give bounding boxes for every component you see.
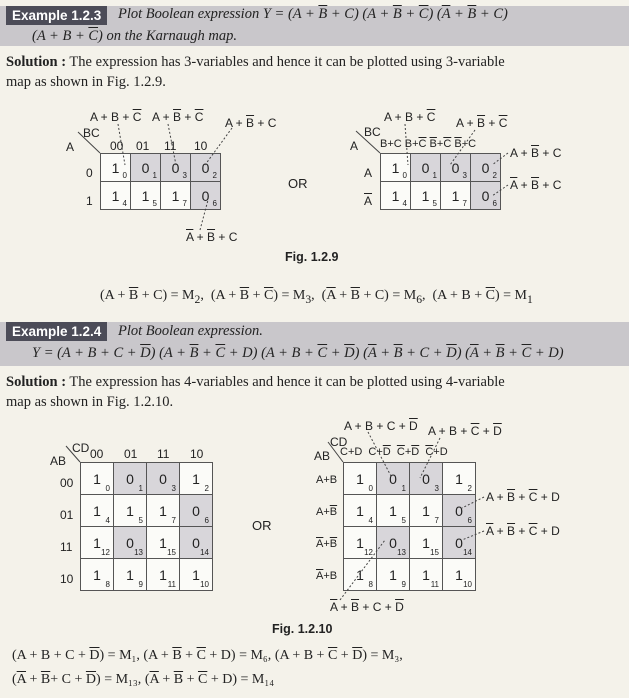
- map-label-cd: CD: [72, 441, 90, 455]
- kmap-cell: 0 14: [180, 527, 213, 559]
- or-separator: OR: [252, 518, 272, 533]
- kmap-cell: 1 15: [410, 527, 443, 559]
- kmap-cell: 1 7: [410, 495, 443, 527]
- kmap-cell: 0 14: [443, 527, 476, 559]
- map-label-a: A: [66, 140, 75, 154]
- term-label: $A + \overline{B} + C$: [510, 146, 562, 160]
- kmap-cell: 0 6: [180, 495, 213, 527]
- kmap-cell: 0 3: [147, 463, 180, 495]
- kmap-cell: 1 10: [180, 559, 213, 591]
- row-head: 1: [86, 194, 93, 208]
- map-label-ab: AB: [314, 449, 331, 463]
- kmap-cell: 1 0: [81, 463, 114, 495]
- col-head: 11: [157, 447, 170, 461]
- example-statement-line2: $(A + B + \overline{C})$ on the Karnaugh map.: [32, 28, 237, 44]
- kmap-cell: 0 2: [471, 154, 501, 182]
- kmap-cell: 1 12: [344, 527, 377, 559]
- kmap-cell: 1 11: [147, 559, 180, 591]
- solution-text: Solution : The expression has 3-variables and hence it can be plotted using 3-variable: [6, 54, 505, 70]
- result-line: $(A + B + C + \overline{D}) = M_1$, $(A + \overline{B} + \overline{C} + D) = M_6$, $(A + B + \overline{C} + \overline{D}) = M_3$,: [12, 648, 403, 663]
- kmap-cell: 1 2: [180, 463, 213, 495]
- kmap-cell: 0 3: [441, 154, 471, 182]
- kmap-cell: 0 3: [161, 154, 191, 182]
- example-statement-line2: $Y = (A + B + C + \overline{D})$ $(A + \overline{B} + \overline{C} + D)$ $(A + B + \overline{C} + \overline{D})$ $(\overline{A} + \overline{B} + C + \overline{D}) (\overline{A} + \overline{B} + \overline{C} + D)$: [32, 345, 564, 361]
- term-label: $\overline{A} + \overline{B} + C$: [510, 178, 562, 192]
- kmap-cell: 1 5: [131, 182, 161, 210]
- col-head: 10: [190, 447, 204, 461]
- solution-heading: Solution :: [6, 374, 67, 390]
- map-label-bc: BC: [83, 126, 100, 140]
- term-label: $A + \overline{B} + \overline{C}$: [456, 116, 508, 130]
- kmap-cell: 1 9: [377, 559, 410, 591]
- kmap-cell: 0 1: [377, 463, 410, 495]
- row-head: $\overline{A}$: [364, 194, 373, 208]
- kmap-cell: 0 6: [443, 495, 476, 527]
- kmap-cell: 1 4: [381, 182, 411, 210]
- map-label-bc: BC: [364, 125, 381, 139]
- kmap-cell: 1 7: [147, 495, 180, 527]
- figure-caption: Fig. 1.2.10: [272, 622, 333, 636]
- term-label: $A + B + \overline{C}$: [90, 110, 142, 124]
- term-label: $A + \overline{B} + \overline{C}$: [152, 110, 204, 124]
- col-head: B+C $B+\overline{C}$ $\overline{B}+\overline{C}$ $\overline{B}+C$: [380, 138, 477, 150]
- kmap-cell: 1 7: [441, 182, 471, 210]
- col-head: 01: [124, 447, 138, 461]
- map-label-cd: CD: [330, 435, 348, 449]
- solution-text: Solution : The expression has 4-variables and hence it can be plotted using 4-variable: [6, 374, 505, 390]
- term-label: $A + \overline{B} + C$: [225, 116, 277, 130]
- row-head: 0: [86, 166, 93, 180]
- kmap-cell: 1 5: [114, 495, 147, 527]
- col-head: C+D $C+\overline{D}$ $\overline{C}+\overline{D}$ $\overline{C}+D$: [340, 446, 448, 458]
- result-line-2: $(\overline{A} + \overline{B}+ C + \overline{D}) = M_{13}$, $(\overline{A} + \overline{B} + \overline{C} + D) = M_{14}$: [12, 672, 275, 687]
- kmap-cell: 1 8: [81, 559, 114, 591]
- solution-text-line2: map as shown in Fig. 1.2.9.: [6, 74, 166, 90]
- kmap-cell: 0 13: [114, 527, 147, 559]
- kmap-cell: 0 13: [377, 527, 410, 559]
- row-head: $\overline{A}+\overline{B}$: [316, 538, 338, 550]
- row-head: 00: [60, 476, 74, 490]
- term-label: $\overline{A} + \overline{B} + C + \overline{D}$: [330, 600, 404, 614]
- kmap-cell: 0 6: [191, 182, 221, 210]
- term-label: $A + B + \overline{C}$: [384, 110, 436, 124]
- kmap-cell: 0 6: [471, 182, 501, 210]
- kmap-cell: 1 5: [377, 495, 410, 527]
- term-label: $A + \overline{B} + \overline{C} + D$: [486, 490, 560, 504]
- or-separator: OR: [288, 176, 308, 191]
- kmap-cell: 1 9: [114, 559, 147, 591]
- map-label-a: A: [350, 139, 359, 153]
- term-label: $\overline{A} + \overline{B} + \overline{C} + D$: [486, 524, 560, 538]
- term-label: $A + B + C + \overline{D}$: [344, 419, 418, 433]
- kmap-cell: 1 4: [344, 495, 377, 527]
- kmap-cell: 1 0: [101, 154, 131, 182]
- kmap-cell: 1 4: [81, 495, 114, 527]
- kmap-cell: 0 3: [410, 463, 443, 495]
- kmap-cell: 1 0: [344, 463, 377, 495]
- row-head: $A+\overline{B}$: [316, 506, 338, 518]
- col-head: 01: [136, 139, 150, 153]
- example-statement: Plot Boolean expression.: [118, 323, 263, 339]
- kmap-cell: 0 1: [131, 154, 161, 182]
- kmap-cell: 1 5: [411, 182, 441, 210]
- kmap-cell: 0 1: [411, 154, 441, 182]
- result-line: $(A + \overline{B} + C) = M_2$, $(A + \overline{B} + \overline{C}) = M_3$, $(\overline{A} + \overline{B} + C) = M_6$, $(A + B + \overline{C}) = M_1$: [100, 288, 533, 306]
- kmap-cell: 1 15: [147, 527, 180, 559]
- row-head: A: [364, 166, 373, 180]
- kmap-cell: 1 4: [101, 182, 131, 210]
- col-head: 11: [164, 139, 177, 153]
- solution-heading: Solution :: [6, 54, 67, 70]
- example-tag: Example 1.2.4: [6, 322, 107, 341]
- example-statement: Plot Boolean expression $Y = (A + \overline{B} + C)$ $(A + \overline{B} + \overline{C})$ $(\overline{A} + \overline{B} + C)$: [118, 6, 508, 22]
- figure-caption: Fig. 1.2.9: [285, 250, 339, 264]
- row-head: A+B: [316, 474, 338, 486]
- example-tag: Example 1.2.3: [6, 6, 107, 25]
- kmap-cell: 0 2: [191, 154, 221, 182]
- row-head: 01: [60, 508, 74, 522]
- kmap-cell: 1 11: [410, 559, 443, 591]
- kmap-cell: 1 7: [161, 182, 191, 210]
- map-label-ab: AB: [50, 454, 67, 468]
- kmap-cell: 1 10: [443, 559, 476, 591]
- term-label: $A + B + \overline{C} + \overline{D}$: [428, 424, 502, 438]
- row-head: 10: [60, 572, 74, 586]
- col-head: 00: [90, 447, 104, 461]
- kmap-cell: 1 8: [344, 559, 377, 591]
- col-head: 00: [110, 139, 124, 153]
- solution-text-line2: map as shown in Fig. 1.2.10.: [6, 394, 174, 410]
- row-head: $\overline{A}+B$: [316, 570, 338, 582]
- statement-lead: Plot Boolean expression Y =: [118, 6, 288, 22]
- kmap-cell: 1 0: [381, 154, 411, 182]
- col-head: 10: [194, 139, 208, 153]
- kmap-cell: 1 2: [443, 463, 476, 495]
- row-head: 11: [60, 540, 73, 554]
- term-label: $\overline{A} + \overline{B} + C$: [186, 230, 238, 244]
- kmap-cell: 1 12: [81, 527, 114, 559]
- kmap-cell: 0 1: [114, 463, 147, 495]
